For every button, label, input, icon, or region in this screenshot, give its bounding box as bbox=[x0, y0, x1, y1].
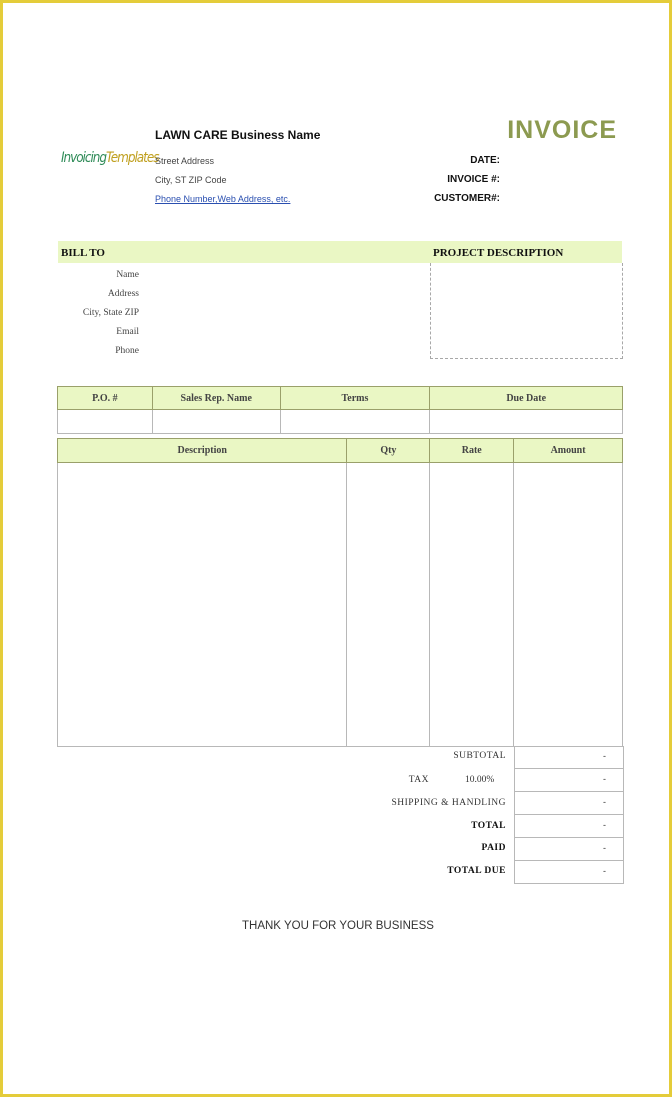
tax-value: - bbox=[603, 774, 606, 784]
customer-number-label: CUSTOMER#: bbox=[434, 193, 500, 204]
rate-column[interactable] bbox=[430, 463, 514, 747]
bill-to-heading: BILL TO bbox=[61, 247, 105, 259]
sales-rep-header: Sales Rep. Name bbox=[152, 387, 280, 410]
logo-text-2: Templates bbox=[105, 150, 159, 166]
terms-cell[interactable] bbox=[280, 410, 430, 434]
subtotal-cell[interactable] bbox=[514, 746, 624, 769]
shipping-label: SHIPPING & HANDLING bbox=[391, 798, 506, 808]
amount-column[interactable] bbox=[514, 463, 623, 747]
subtotal-label: SUBTOTAL bbox=[453, 751, 506, 761]
bill-to-address-label: Address bbox=[107, 289, 139, 299]
description-column[interactable] bbox=[58, 463, 347, 747]
terms-header: Terms bbox=[280, 387, 430, 410]
qty-header: Qty bbox=[347, 439, 430, 463]
city-state-zip: City, ST ZIP Code bbox=[155, 175, 227, 185]
line-items-table bbox=[57, 438, 623, 747]
tax-cell[interactable] bbox=[514, 769, 624, 792]
order-info-table bbox=[57, 386, 623, 434]
logo bbox=[61, 150, 159, 184]
description-header: Description bbox=[58, 439, 347, 463]
bill-to-city-label: City, State ZIP bbox=[82, 308, 139, 318]
due-date-header: Due Date bbox=[430, 387, 623, 410]
thank-you-message: THANK YOU FOR YOUR BUSINESS bbox=[242, 920, 434, 932]
total-label: TOTAL bbox=[471, 821, 506, 831]
date-label: DATE: bbox=[470, 155, 500, 166]
total-due-label: TOTAL DUE bbox=[447, 866, 506, 876]
shipping-value: - bbox=[603, 797, 606, 807]
contact-link[interactable]: Phone Number,Web Address, etc. bbox=[155, 194, 291, 204]
tax-label: TAX bbox=[408, 775, 429, 785]
po-number-header: P.O. # bbox=[58, 387, 153, 410]
paid-label: PAID bbox=[481, 843, 506, 853]
bill-to-header bbox=[58, 241, 430, 263]
project-description-heading: PROJECT DESCRIPTION bbox=[433, 247, 564, 259]
due-date-cell[interactable] bbox=[430, 410, 623, 434]
invoice-title: INVOICE bbox=[507, 116, 617, 144]
total-cell[interactable] bbox=[514, 815, 624, 838]
total-value: - bbox=[603, 820, 606, 830]
invoice-number-label: INVOICE #: bbox=[447, 174, 500, 185]
qty-column[interactable] bbox=[347, 463, 430, 747]
shipping-cell[interactable] bbox=[514, 792, 624, 815]
amount-header: Amount bbox=[514, 439, 623, 463]
total-due-cell[interactable] bbox=[514, 861, 624, 884]
bill-to-name-label: Name bbox=[116, 270, 139, 280]
po-number-cell[interactable] bbox=[58, 410, 153, 434]
bill-to-email-label: Email bbox=[116, 327, 139, 337]
subtotal-value: - bbox=[603, 751, 606, 761]
logo-text-1: Invoicing bbox=[61, 150, 106, 166]
bill-to-phone-label: Phone bbox=[115, 346, 139, 356]
project-description-header bbox=[430, 241, 622, 263]
sales-rep-cell[interactable] bbox=[152, 410, 280, 434]
project-description-box[interactable] bbox=[430, 263, 623, 359]
street-address: Street Address bbox=[155, 156, 215, 166]
tax-rate: 10.00% bbox=[465, 775, 495, 785]
total-due-value: - bbox=[603, 866, 606, 876]
paid-cell[interactable] bbox=[514, 838, 624, 861]
rate-header: Rate bbox=[430, 439, 514, 463]
business-name: LAWN CARE Business Name bbox=[155, 128, 321, 142]
paid-value: - bbox=[603, 843, 606, 853]
